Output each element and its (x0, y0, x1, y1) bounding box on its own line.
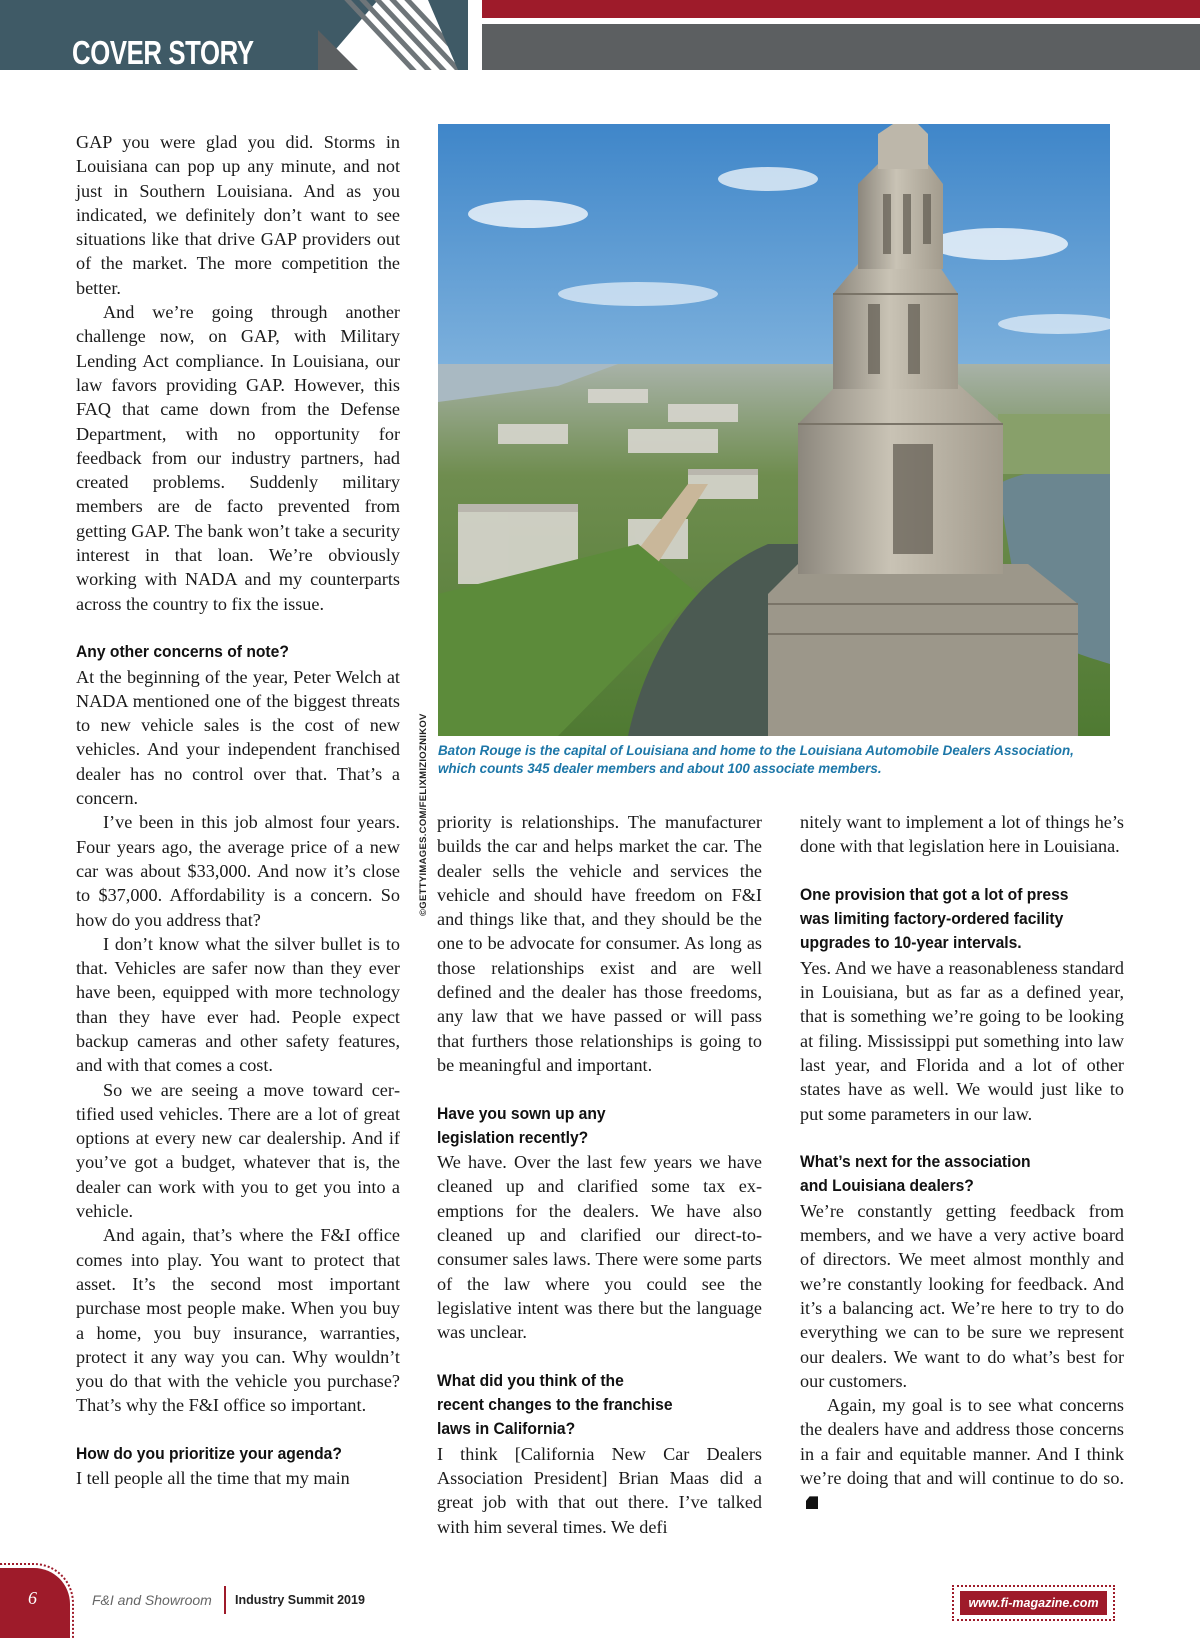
paragraph: GAP you were glad you did. Storms in Louisiana can pop up any minute, and not just in Southern Louisiana. And as you indicated, we definitely don’t want to see situations like that drive GAP providers out of the market. The more competition the better. (76, 132, 400, 298)
paragraph-final (800, 1393, 1124, 1514)
paragraph: I don’t know what the silver bullet is to that. Vehicles are safer now than they ever have been, equipped with more technology than they have ever had. People expect backup cameras and other safety features, and with that comes a cost. (76, 933, 400, 1076)
question-heading: How do you prioritize your agenda? (76, 1444, 342, 1464)
question-heading: What did you think of the (437, 1370, 624, 1390)
paragraph: priority is relationships. The manufacturer builds the car and helps market the car. The dealer sells the vehicle and services the vehicle and should have freedom on F&I and things like that, and they should be the one to be advocate for consumer. As long as those relationships exist and are well defined and the dealer has those freedoms, any law that we have passed or will pass that furthers those relationships is going to be meaningful and important. (437, 812, 762, 1075)
question-heading: Any other concerns of note? (76, 642, 289, 662)
photo-caption: Baton Rouge is the capital of Louisiana and home to the Louisiana Automobile Dealers Association, which counts 345 dealer members and about 100 associate members. (438, 743, 1074, 776)
question-heading: and Louisiana dealers? (800, 1176, 974, 1196)
question-heading: legislation recently? (437, 1127, 589, 1147)
publication-name: F&I and Showroom (92, 1592, 212, 1608)
end-of-story-icon (806, 1496, 818, 1509)
header-red-bar (482, 0, 1200, 18)
question-heading: Have you sown up any (437, 1103, 606, 1123)
paragraph: At the beginning of the year, Peter Welch at NADA mentioned one of the biggest threats to new vehicle sales is the cost of new vehicles. And your independent franchised dealer has no control over that. That’s a concern. (76, 666, 400, 809)
paragraph: We have. Over the last few years we have cleaned up and clarified some tax exemptions for the dealers. We have also cleaned up and clarified our direct-to-consumer sales laws. There were some parts of the law where you could see the legislative intent was there but the language was unclear. (437, 1152, 762, 1343)
article-column-3 (800, 810, 1124, 1515)
paragraph: I’ve been in this job almost four years. Four years ago, the average price of a new car was about $33,000. And now it’s close to $37,000. Affordability is a concern. So how do you address that? (76, 812, 400, 930)
photo-credit: ©GETTYIMAGES.COM/FELIXMIZIOZNIKOV (418, 713, 429, 916)
paragraph-text: Again, my goal is to see what concerns the dealers have and address those concerns in a fair and equitable manner. And I think we’re doing that and will continue to do so. (800, 1395, 1124, 1489)
paragraph: nitely want to implement a lot of things he’s done with that legislation here in Louisiana. (800, 812, 1124, 857)
article-column-1 (76, 130, 400, 1491)
paragraph: I think [California New Car Dealers Association President] Brian Maas did a great job with that out there. I’ve talked with him several times. We defi (437, 1443, 762, 1537)
paragraph: And again, that’s where the F&I office comes into play. You want to protect that asset. It’s the second most important purchase most people make. When you buy a home, you buy insurance, warranties, protect it any way you can. Why wouldn’t you do that with the vehicle you purchase? That’s why the F&I office so important. (76, 1225, 400, 1416)
issue-name: Industry Summit 2019 (235, 1593, 365, 1607)
question-heading: upgrades to 10-year intervals. (800, 933, 1022, 953)
question-heading: was limiting factory-ordered facility (800, 909, 1064, 929)
paragraph: And we’re going through another challenge now, on GAP, with Military Lending Act compliance. In Louisiana, our law favors providing GAP. However, this FAQ that came down from the Defense Department, with no opportunity for feedback from our industry partners, had created problems. Suddenly military members are de facto prevented from getting GAP. The bank won’t take a security interest in that loan. We’re obviously working with NADA and my counterparts across the country to fix the issue. (76, 302, 400, 614)
paragraph: Yes. And we have a reasonableness standard in Louisiana, but as far as a defined year, that is something we’re going to be looking at filing. Mississippi put something into law last year, and Florida and a lot of other states have as well. We would just like to put some parameters in our law. (800, 957, 1124, 1124)
header-stripes-decoration (318, 0, 468, 70)
section-title: COVER STORY (72, 34, 254, 71)
paragraph: We’re constantly getting feedback from members, and we have a very active board of directors. We meet almost monthly and we’re constantly looking for feedback. And it’s a balancing act. We’re here to try to do everything we can to be sure we represent our dealers. We want to do what’s best for our customers. (800, 1200, 1124, 1391)
footer-divider (224, 1586, 226, 1614)
website-link[interactable]: www.fi-magazine.com (960, 1591, 1107, 1615)
paragraph: So we are seeing a move toward certified used vehicles. There are a lot of great options at every new car dealership. And if you’ve got a budget, whatever that is, the dealer can work with you to get you into a vehicle. (76, 1079, 400, 1222)
question-heading: One provision that got a lot of press (800, 884, 1069, 904)
header-grey-bar (482, 24, 1200, 70)
article-column-2 (437, 810, 762, 1539)
question-heading: recent changes to the franchise (437, 1395, 673, 1415)
question-heading: What’s next for the association (800, 1152, 1031, 1172)
paragraph: I tell people all the time that my main (76, 1468, 350, 1489)
baton-rouge-capitol-photo (438, 124, 1110, 736)
question-heading: laws in California? (437, 1419, 576, 1439)
page-number: 6 (28, 1588, 37, 1608)
